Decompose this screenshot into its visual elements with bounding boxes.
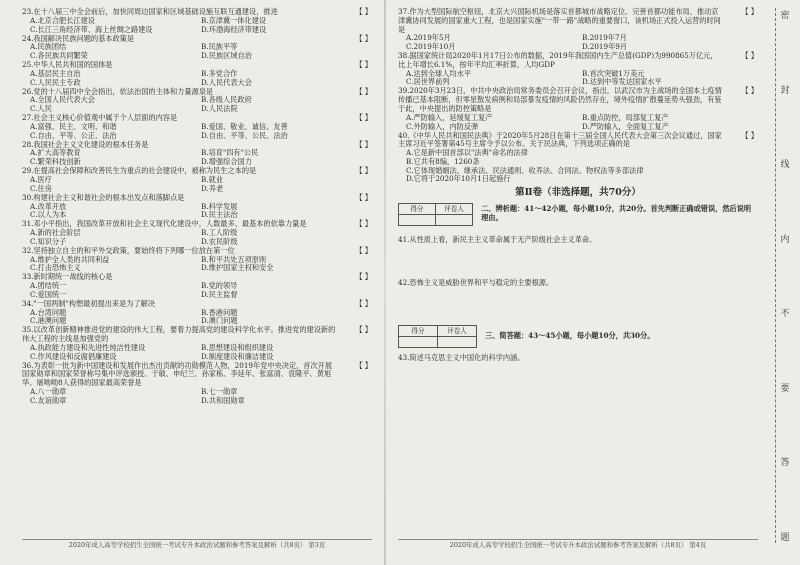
option: B.香港问题 (201, 307, 238, 317)
question-text: 30.构建社会主义和谐社会的根本出发点和落脚点是 (22, 192, 185, 202)
question-item (22, 273, 372, 299)
option: A.台湾问题 (30, 307, 67, 317)
question-item (22, 326, 372, 361)
option: C.它体现婚姻法、继承法、民法通则、收养法、合同法、物权法等多部法律 (406, 165, 644, 175)
answer-bracket: 【 】 (355, 86, 372, 96)
score-cell (399, 337, 438, 348)
question-42: 42.恐怖主义是威胁世界和平与稳定的主要根源。 (398, 277, 554, 287)
question-43: 43.简述马克思主义中国化的科学内涵。 (398, 353, 525, 363)
option-list (22, 149, 372, 167)
option-list (398, 114, 758, 132)
question-text: 38.据国家统计局2020年1月17日公布的数据，2019年我国国内生产总值(GDP)为990865万亿元，比上年增长6.1%，按年平均汇率折算，人均GDP (398, 51, 718, 69)
question-item (22, 194, 372, 220)
option: A.执政能力建设和先进性纯洁性建设 (30, 342, 146, 352)
part3-description: 三、简答题：43～45小题，每小题10分，共30分。 (485, 331, 655, 341)
option-list (22, 17, 372, 35)
question-item (398, 52, 758, 87)
option: C.2019年10月 (406, 42, 456, 52)
question-text: 33.新时期统一战线的核心是 (22, 272, 113, 282)
binding-char: 密 (780, 11, 790, 21)
option: C.爱国统一 (30, 289, 67, 299)
option: D.人民代表大会 (201, 77, 252, 87)
option-list (22, 282, 372, 300)
option: D.澳门问题 (201, 316, 238, 326)
question-item (22, 247, 372, 273)
score-label: 得分 (399, 203, 436, 214)
question-text: 23.在十八届三中全会前后，加快同周边国家和区域基础设施互联互通建设，推进 (22, 7, 278, 16)
page-fold (384, 0, 386, 565)
option: B.重点防控，局部复工复产 (582, 112, 669, 122)
answer-bracket: 【 】 (741, 130, 758, 140)
option-list (22, 43, 372, 61)
option: C.人民民主专政 (30, 77, 81, 87)
binding-char: 内 (780, 234, 790, 245)
question-item (398, 87, 758, 131)
option-list (22, 309, 372, 327)
grader-label: 评卷人 (436, 203, 473, 214)
option-list (398, 149, 758, 184)
binding-char: 封 (780, 85, 790, 96)
question-text: 39.2020年3月23日，中共中央政治局常务委员会召开会议，指出，以武汉市为主战场的全国本土疫情传播已基本阻断，但零星散发病例和局部暴发疫情的风险仍然存在，境外疫情扩散蔓延势头强劲，有鉴于此，中央提出的防控策略是 (398, 86, 722, 113)
option: B.2019年7月 (582, 33, 627, 43)
option: D.民族区域自治 (201, 51, 252, 61)
score-box-part2 (398, 203, 758, 226)
grader-cell (436, 214, 473, 225)
question-text: 40.《中华人民共和国民法典》于2020年5月28日在第十三届全国人民代表大会第三次会议通过，国家主席习近平签署第45号主席令予以公布。关于民法典，下列选项正确的是 (398, 130, 722, 149)
option: C.居世界前列 (406, 77, 450, 87)
question-text: 32.坚持独立自主的和平外交政策，要始终将下列哪一位放在第一位 (22, 245, 235, 255)
score-table (398, 325, 477, 348)
score-label: 得分 (399, 326, 438, 337)
option: C.住房 (30, 183, 52, 193)
answer-bracket: 【 】 (741, 86, 758, 96)
option: D.它将于2020年10月1日起施行 (406, 174, 511, 184)
answer-bracket: 【 】 (355, 33, 372, 43)
option: D.增强综合国力 (201, 157, 252, 167)
binding-char: 答 (780, 458, 790, 469)
answer-bracket: 【 】 (355, 272, 372, 282)
question-text: 26.党的十八届四中全会指出，依法治国的主体和力量源泉是 (22, 86, 214, 96)
question-stem (398, 8, 758, 34)
answer-bracket: 【 】 (355, 60, 372, 70)
option-list (22, 123, 372, 141)
page-4-footer: 2020年成人高等学校招生全国统一考试专升本政治试题和参考答案及解析（共8页） 第4页 (398, 539, 758, 550)
option: B.它共有8编，1260条 (406, 156, 480, 166)
option: A.维护全人类的共同利益 (30, 254, 110, 264)
option-list (22, 344, 372, 362)
score-table (398, 203, 473, 226)
option: B.工人阶级 (201, 228, 238, 238)
score-cell (399, 214, 436, 225)
question-text: 28.我国社会主义文化建设的根本任务是 (22, 139, 149, 149)
option: B.爱国、敬业、诚信、友善 (201, 121, 288, 131)
option: D.自由、平等、公民、法治 (201, 130, 288, 140)
option: B.京津冀一体化建设 (201, 15, 267, 25)
binding-char: 题 (780, 532, 790, 543)
option-list (22, 96, 372, 114)
option: B.七一勋章 (201, 387, 238, 397)
option: C.长江三角经济带、海上丝绸之路建设 (30, 24, 153, 34)
option-list (22, 70, 372, 88)
answer-bracket: 【 】 (355, 298, 372, 308)
question-text: 34."一国两制"构想最初提出来是为了解决 (22, 298, 156, 308)
answer-bracket: 【 】 (355, 360, 372, 370)
page-3 (22, 8, 372, 548)
question-item (22, 8, 372, 34)
option: C.各民族共同繁荣 (30, 51, 88, 61)
option: B.培育"四有"公民 (201, 148, 259, 158)
question-stem (22, 362, 372, 388)
question-text: 31.邓小平指出，我国改革开放和社会主义现代化建设中，人数最多、最基本的依靠力量是 (22, 219, 307, 229)
option: B.科学发展 (201, 201, 238, 211)
option: A.民族团结 (30, 42, 67, 52)
option: A.达到全球人均水平 (406, 68, 471, 78)
left-question-list (22, 8, 372, 406)
option: C.自由、平等、公正、法治 (30, 130, 117, 140)
option: B.和平共处五项原则 (201, 254, 267, 264)
answer-bracket: 【 】 (355, 325, 372, 335)
page-3-footer: 2020年成人高等学校招生全国统一考试专升本政治试题和参考答案及解析（共8页） 第3页 (22, 539, 372, 550)
question-41: 41.从性质上看，新民主主义革命属于无产阶级社会主义革命。 (398, 234, 597, 244)
option: D.维护国家主权和安全 (201, 263, 274, 273)
option: C.人民 (30, 104, 52, 114)
option-list (22, 203, 372, 221)
question-stem (22, 167, 372, 176)
option: D.民主法治 (201, 210, 238, 220)
answer-space-41 (398, 245, 758, 279)
answer-bracket: 【 】 (741, 51, 758, 61)
part2-description: 二、辨析题：41～42小题，每小题10分，共20分。首先判断正确或错误，然后说明理由。 (481, 204, 752, 223)
question-item (22, 300, 372, 326)
option: C.外防输入，内防反弹 (406, 121, 479, 131)
option: A.扩大高等教育 (30, 148, 81, 158)
option: A.团结统一 (30, 281, 67, 291)
option: A.新的社会阶层 (30, 228, 81, 238)
option: C.知识分子 (30, 236, 67, 246)
question-text: 35.以改革创新精神推进党的建设的伟大工程，要着力提高党的建设科学化水平。推进党的建设新的伟大工程的主线是加强党的 (22, 325, 336, 344)
page-4 (398, 8, 758, 548)
binding-line (775, 8, 794, 543)
option: B.就业 (201, 174, 223, 184)
option: B.多党合作 (201, 68, 238, 78)
question-stem (398, 87, 758, 113)
question-stem (398, 132, 758, 150)
option-list (22, 176, 372, 194)
question-text: 36.为表彰一批为新中国建设和发展作出杰出贡献的功勋模范人物，2019年党中央决定，首次开展国家勋章和国家荣誉称号集中评选颁授。于敏、申纪兰、孙家栋、李延年、张富清、袁隆平、黄旭华、屠呦呦8人获得的国家最高荣誉是 (22, 360, 333, 388)
answer-bracket: 【 】 (741, 7, 758, 16)
question-stem (22, 35, 372, 44)
option: D.人民法院 (201, 104, 238, 114)
option: A.2019年5月 (406, 33, 451, 43)
question-item (398, 132, 758, 185)
option: B.民族平等 (201, 42, 238, 52)
question-stem (22, 273, 372, 282)
question-item (22, 220, 372, 246)
question-item (22, 362, 372, 406)
option: A.严防输入，延缓复工复产 (406, 112, 493, 122)
question-stem (22, 326, 372, 344)
binding-char: 不 (780, 309, 790, 320)
option: A.北京合肥长江建设 (30, 15, 95, 25)
option: C.以人为本 (30, 210, 67, 220)
option: D.达到中等发达国家水平 (582, 77, 662, 87)
question-text: 37.作为大型国际航空枢纽，北京大兴国际机场是落实首都城市战略定位、完善首都功能布局、推动京津冀协同发展的国家重大工程，也是国家实施"一带一路"战略的重要窗口，该机场正式投入运营的时间是 (398, 7, 721, 34)
option: A.全国人民代表大会 (30, 95, 95, 105)
answer-bracket: 【 】 (355, 245, 372, 255)
question-item (22, 167, 372, 193)
question-stem (22, 300, 372, 309)
question-item (22, 141, 372, 167)
question-item (398, 8, 758, 52)
question-item (22, 61, 372, 87)
answer-bracket: 【 】 (355, 7, 372, 16)
score-box-part3 (398, 325, 758, 348)
option: A.八一勋章 (30, 387, 67, 397)
question-item (22, 88, 372, 114)
answer-bracket: 【 】 (355, 113, 372, 123)
option: C.作风建设和反腐倡廉建设 (30, 351, 117, 361)
option-list (22, 256, 372, 274)
option: D.2019年9月 (582, 42, 628, 52)
option: D.农民阶级 (201, 236, 238, 246)
binding-char: 线 (780, 160, 790, 171)
option-list (398, 70, 758, 88)
question-text: 29.在提高社会保障和改善民生为重点的社会建设中，被称为民生之本的是 (22, 166, 257, 176)
option: C.港澳问题 (30, 316, 67, 326)
option: D.环渤海经济带建设 (201, 24, 267, 34)
option-list (398, 34, 758, 52)
answer-bracket: 【 】 (355, 139, 372, 149)
option: D.养老 (201, 183, 224, 193)
option: A.基层民主自治 (30, 68, 81, 78)
option: B.首次突破1万美元 (582, 68, 645, 78)
option-list (22, 388, 372, 406)
question-stem (398, 52, 758, 70)
answer-bracket: 【 】 (355, 219, 372, 229)
answer-bracket: 【 】 (355, 192, 372, 202)
question-item (22, 114, 372, 140)
question-text: 27.社会主义核心价值观中属于个人层面的内容是 (22, 113, 178, 123)
question-text: 25.中华人民共和国的国体是 (22, 60, 113, 70)
option: D.制度建设和廉洁建设 (201, 351, 274, 361)
answer-bracket: 【 】 (355, 166, 372, 176)
option: B.思想建设和组织建设 (201, 342, 274, 352)
option: C.友谊勋章 (30, 395, 67, 405)
right-question-list (398, 8, 758, 184)
option: D.共和国勋章 (201, 395, 245, 405)
option: C.打击恐怖主义 (30, 263, 81, 273)
question-item (22, 35, 372, 61)
option-list (22, 229, 372, 247)
grader-cell (438, 337, 477, 348)
option: D.民主监督 (201, 289, 238, 299)
option: A.它是新中国首部以"法典"命名的法律 (406, 148, 528, 158)
section-title: 第Ⅱ卷（非选择题，共70分） (515, 187, 641, 199)
option: A.医疗 (30, 174, 52, 184)
binding-char: 要 (780, 383, 790, 394)
answer-space-42 (398, 287, 758, 321)
option: B.党的领导 (201, 281, 238, 291)
option: A.改革开放 (30, 201, 67, 211)
grader-label: 评卷人 (438, 326, 477, 337)
option: C.繁荣科技创新 (30, 157, 81, 167)
option: D.严防输入，全面复工复产 (582, 121, 669, 131)
option: A.富强、民主、文明、和谐 (30, 121, 117, 131)
option: B.各级人民政府 (201, 95, 252, 105)
question-stem (22, 194, 372, 203)
question-text: 24.我国解决民族问题的基本政策是 (22, 33, 135, 43)
